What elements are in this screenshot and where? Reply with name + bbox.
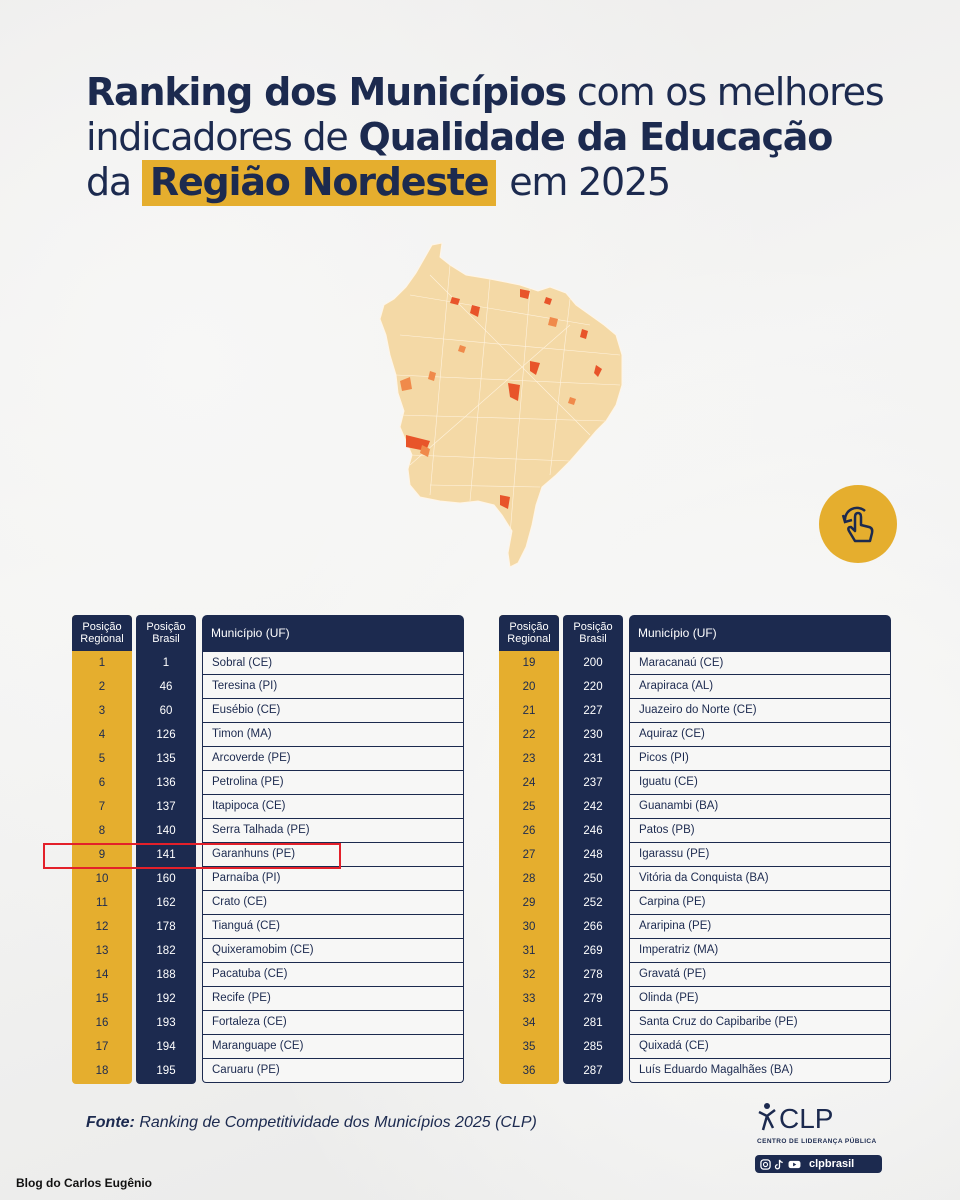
municipio-cell: Guanambi (BA) (629, 795, 891, 819)
municipio-cell: Quixeramobim (CE) (202, 939, 464, 963)
regional-cell: 9 (98, 849, 106, 861)
clp-logo-mark (755, 1102, 885, 1132)
regional-cell: 22 (522, 729, 536, 741)
municipio-cell: Quixadá (CE) (629, 1035, 891, 1059)
brasil-cell: 279 (583, 993, 603, 1005)
municipio-cell: Itapipoca (CE) (202, 795, 464, 819)
municipio-cell: Caruaru (PE) (202, 1059, 464, 1083)
regional-cell: 3 (98, 705, 106, 717)
title-part: da (86, 160, 142, 204)
regional-cell: 6 (98, 777, 106, 789)
municipio-cell: Santa Cruz do Capibaribe (PE) (629, 1011, 891, 1035)
regional-cell: 17 (95, 1041, 109, 1053)
brasil-cell: 227 (583, 705, 603, 717)
clp-logo-subtitle: CENTRO DE LIDERANÇA PÚBLICA (757, 1138, 877, 1145)
regional-cell: 16 (95, 1017, 109, 1029)
municipio-cell: Arapiraca (AL) (629, 675, 891, 699)
municipio-cell: Fortaleza (CE) (202, 1011, 464, 1035)
regional-cell: 5 (98, 753, 106, 765)
municipio-cell: Eusébio (CE) (202, 699, 464, 723)
municipio-cell: Aquiraz (CE) (629, 723, 891, 747)
regional-cell: 19 (522, 657, 536, 669)
northeast-map (370, 235, 630, 575)
regional-cell: 25 (522, 801, 536, 813)
regional-cell: 27 (522, 849, 536, 861)
brasil-cell: 269 (583, 945, 603, 957)
municipio-cell: Vitória da Conquista (BA) (629, 867, 891, 891)
regional-cell: 34 (522, 1017, 536, 1029)
blog-credit: Blog do Carlos Eugênio (16, 1176, 153, 1190)
brasil-cell: 46 (159, 681, 173, 693)
regional-cell: 31 (522, 945, 536, 957)
municipio-cell: Picos (PI) (629, 747, 891, 771)
municipio-cell: Juazeiro do Norte (CE) (629, 699, 891, 723)
regional-cell: 29 (522, 897, 536, 909)
source-text: Ranking de Competitividade dos Municípios 2025 (CLP) (134, 1114, 537, 1131)
regional-cell: 23 (522, 753, 536, 765)
municipio-cell: Sobral (CE) (202, 651, 464, 675)
youtube-icon (788, 1159, 801, 1170)
municipio-cell: Parnaíba (PI) (202, 867, 464, 891)
page-title (86, 70, 906, 205)
municipio-cell: Timon (MA) (202, 723, 464, 747)
swipe-hint-badge[interactable] (819, 485, 897, 563)
swipe-hand-icon (835, 501, 881, 547)
municipio-cell: Olinda (PE) (629, 987, 891, 1011)
brasil-cell: 200 (583, 657, 603, 669)
brasil-cell: 136 (156, 777, 176, 789)
municipio-cell: Igarassu (PE) (629, 843, 891, 867)
municipio-cell: Petrolina (PE) (202, 771, 464, 795)
brasil-cell: 126 (156, 729, 176, 741)
regional-cell: 7 (98, 801, 106, 813)
municipio-cell: Crato (CE) (202, 891, 464, 915)
header-posicao-regional: Posição Regional (499, 615, 559, 651)
regional-cell: 15 (95, 993, 109, 1005)
map-region-shape (380, 243, 622, 567)
title-part: em 2025 (498, 160, 670, 204)
title-part: Qualidade da Educação (358, 115, 833, 159)
header-municipio: Município (UF) (629, 615, 891, 651)
brasil-cell: 220 (583, 681, 603, 693)
brasil-cell: 252 (583, 897, 603, 909)
regional-cell: 33 (522, 993, 536, 1005)
regional-cell: 21 (522, 705, 536, 717)
brasil-cell: 135 (156, 753, 176, 765)
municipio-cell: Maranguape (CE) (202, 1035, 464, 1059)
regional-cell: 32 (522, 969, 536, 981)
brasil-cell: 137 (156, 801, 176, 813)
brasil-cell: 162 (156, 897, 176, 909)
brasil-cell: 141 (156, 849, 176, 861)
municipio-cell: Arcoverde (PE) (202, 747, 464, 771)
title-part: indicadores de (86, 115, 359, 159)
brasil-cell: 182 (156, 945, 176, 957)
brasil-cell: 285 (583, 1041, 603, 1053)
brasil-cell: 250 (583, 873, 603, 885)
garanhuns-highlight-box (43, 843, 341, 869)
regional-cell: 12 (95, 921, 109, 933)
regional-cell: 24 (522, 777, 536, 789)
regional-cell: 13 (95, 945, 109, 957)
municipio-cell: Teresina (PI) (202, 675, 464, 699)
social-handle-bar[interactable] (755, 1155, 882, 1173)
title-part: com os melhores (565, 70, 884, 114)
brasil-cell: 248 (583, 849, 603, 861)
regional-cell: 35 (522, 1041, 536, 1053)
regional-cell: 30 (522, 921, 536, 933)
instagram-icon (760, 1159, 771, 1170)
header-posicao-brasil: Posição Brasil (146, 621, 186, 645)
municipio-cell: Maracanaú (CE) (629, 651, 891, 675)
brasil-cell: 160 (156, 873, 176, 885)
regional-cell: 28 (522, 873, 536, 885)
brasil-cell: 140 (156, 825, 176, 837)
municipio-cell: Iguatu (CE) (629, 771, 891, 795)
municipio-cell: Imperatriz (MA) (629, 939, 891, 963)
municipio-cell: Tianguá (CE) (202, 915, 464, 939)
brasil-cell: 281 (583, 1017, 603, 1029)
brasil-cell: 246 (583, 825, 603, 837)
brasil-cell: 1 (162, 657, 170, 669)
tiktok-icon (774, 1159, 785, 1170)
title-highlight: Região Nordeste (142, 160, 496, 206)
header-posicao-brasil: Posição Brasil (573, 621, 613, 645)
brasil-cell: 237 (583, 777, 603, 789)
clp-logo-word: CLP (779, 1103, 834, 1132)
brasil-cell: 178 (156, 921, 176, 933)
municipio-cell: Araripina (PE) (629, 915, 891, 939)
municipio-cell: Gravatá (PE) (629, 963, 891, 987)
municipio-cell: Serra Talhada (PE) (202, 819, 464, 843)
municipio-cell: Luís Eduardo Magalhães (BA) (629, 1059, 891, 1083)
regional-cell: 18 (95, 1065, 109, 1077)
brasil-cell: 192 (156, 993, 176, 1005)
brasil-cell: 60 (159, 705, 173, 717)
municipio-cell: Carpina (PE) (629, 891, 891, 915)
municipio-cell: Recife (PE) (202, 987, 464, 1011)
regional-cell: 1 (98, 657, 106, 669)
municipio-cell: Pacatuba (CE) (202, 963, 464, 987)
regional-cell: 20 (522, 681, 536, 693)
brasil-cell: 287 (583, 1065, 603, 1077)
header-posicao-regional: Posição Regional (72, 615, 132, 651)
header-municipio: Município (UF) (202, 615, 464, 651)
regional-cell: 26 (522, 825, 536, 837)
regional-cell: 4 (98, 729, 106, 741)
regional-cell: 11 (96, 897, 108, 909)
municipio-cell: Patos (PB) (629, 819, 891, 843)
brasil-cell: 231 (583, 753, 603, 765)
social-handle: clpbrasil (809, 1158, 855, 1170)
regional-cell: 2 (98, 681, 106, 693)
brasil-cell: 193 (156, 1017, 176, 1029)
regional-cell: 10 (95, 873, 109, 885)
municipio-cell: Garanhuns (PE) (202, 843, 464, 867)
brasil-cell: 230 (583, 729, 603, 741)
brasil-cell: 242 (583, 801, 603, 813)
brasil-cell: 278 (583, 969, 603, 981)
source-note (86, 1114, 537, 1132)
regional-cell: 8 (98, 825, 106, 837)
regional-cell: 14 (95, 969, 109, 981)
source-label: Fonte: (86, 1114, 135, 1131)
brasil-cell: 188 (156, 969, 176, 981)
brasil-cell: 266 (583, 921, 603, 933)
regional-cell: 36 (522, 1065, 536, 1077)
brasil-cell: 195 (156, 1065, 176, 1077)
title-part: Ranking dos Municípios (86, 70, 566, 114)
brasil-cell: 194 (156, 1041, 176, 1053)
